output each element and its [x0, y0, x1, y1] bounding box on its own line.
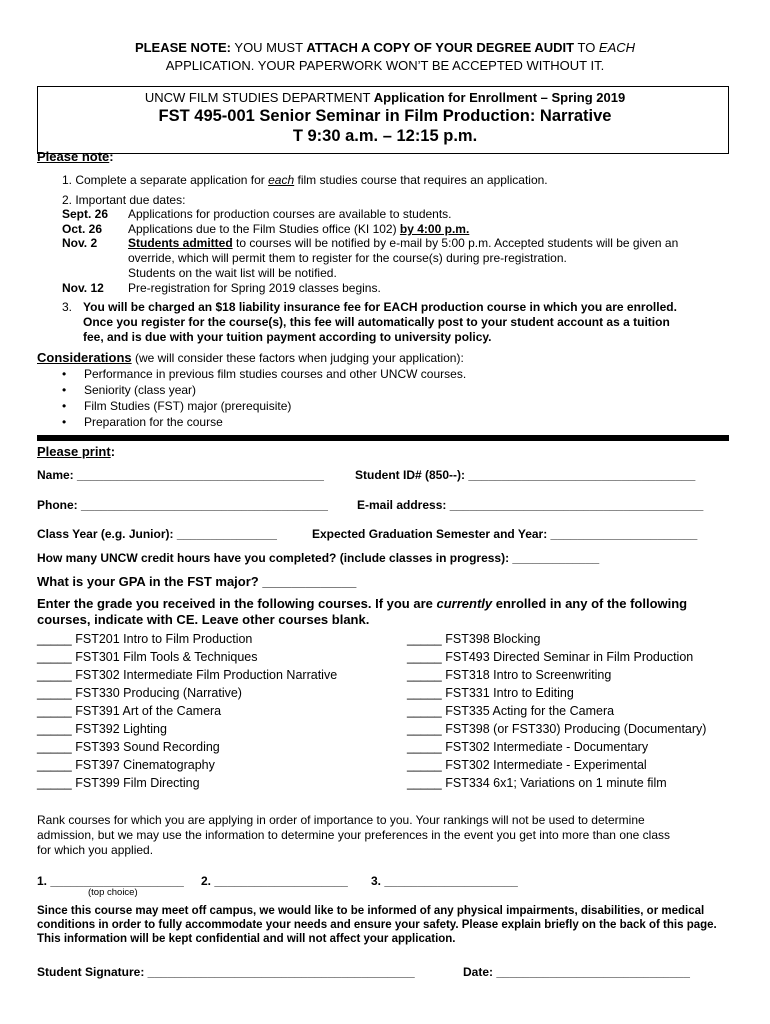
considerations-heading	[37, 349, 464, 367]
note-item-2: 2. Important due dates:	[62, 193, 186, 207]
consideration-text: Film Studies (FST) major (prerequisite)	[84, 399, 292, 413]
campus-note-line: Since this course may meet off campus, we would like to be informed of any physical impairments, disabilities, or medical	[37, 905, 705, 917]
credit-hours-field[interactable]: How many UNCW credit hours have you completed? (include classes in progress): _____________	[37, 551, 600, 565]
bullet-icon: •	[62, 383, 67, 397]
course-grade-row[interactable]: _____ FST331 Intro to Editing	[407, 686, 574, 700]
course-title: FST 495-001 Senior Seminar in Film Production: Narrative	[158, 107, 612, 125]
top-choice-label: (top choice)	[88, 887, 138, 898]
course-time: T 9:30 a.m. – 12:15 p.m.	[292, 127, 478, 145]
course-grade-row[interactable]: _____ FST397 Cinematography	[37, 758, 215, 772]
please-print-label: Please print	[37, 444, 111, 459]
notice-text-1: YOU MUST	[231, 40, 307, 55]
course-grade-row[interactable]: _____ FST318 Intro to Screenwriting	[407, 668, 612, 682]
grades-instr-c: enrolled in any of the following	[492, 596, 688, 611]
note-item-1-a: 1. Complete a separate application for	[62, 173, 269, 187]
course-grade-row[interactable]: _____ FST330 Producing (Narrative)	[37, 686, 242, 700]
phone-field[interactable]: Phone: _____________________________________	[37, 498, 328, 512]
notice-text-2: TO	[574, 40, 599, 55]
students-admitted: Students admitted	[128, 236, 233, 250]
oct26-text: Applications due to the Film Studies office (KI 102)	[128, 222, 400, 236]
please-note-label: Please note	[37, 149, 110, 164]
fee-line-3: fee, and is due with your tuition payment according to university policy.	[83, 330, 492, 344]
consideration-text: Preparation for the course	[84, 415, 223, 429]
nov2-text: to courses will be notified by e-mail by 5:00 p.m. Accepted students will be given an	[232, 236, 679, 250]
date-oct26-text	[128, 222, 469, 236]
course-grade-row[interactable]: _____ FST393 Sound Recording	[37, 740, 220, 754]
course-grade-row[interactable]: _____ FST302 Intermediate - Documentary	[407, 740, 649, 754]
consideration-item	[62, 415, 223, 429]
gpa-field[interactable]: What is your GPA in the FST major? _____________	[37, 574, 357, 589]
notice-emphasis: ATTACH A COPY OF YOUR DEGREE AUDIT	[306, 40, 575, 55]
notice-label: PLEASE NOTE:	[134, 40, 232, 55]
rank-text-line: admission, but we may use the information to determine your preferences in the event you get into more than one class	[37, 828, 671, 842]
note-item-1-c: film studies course that requires an application.	[294, 173, 548, 187]
rank-text-line: for which you applied.	[37, 843, 154, 857]
campus-note-line: This information will be kept confidential and will not affect your application.	[37, 933, 456, 945]
signature-field[interactable]: Student Signature: ________________________________________	[37, 965, 415, 979]
course-grade-row[interactable]: _____ FST493 Directed Seminar in Film Production	[407, 650, 694, 664]
campus-note-line: conditions in order to fully accommodate your needs and ensure your safety. Please explain briefly on the back of this page.	[37, 919, 717, 931]
date-nov12-text: Pre-registration for Spring 2019 classes begins.	[128, 281, 381, 295]
course-grade-row[interactable]: _____ FST302 Intermediate Film Production Narrative	[37, 668, 338, 682]
grades-instr-currently: currently	[436, 596, 493, 611]
consideration-item	[62, 367, 466, 381]
date-oct26: Oct. 26	[62, 222, 103, 236]
course-grade-row[interactable]: _____ FST301 Film Tools & Techniques	[37, 650, 258, 664]
bullet-icon: •	[62, 367, 67, 381]
consideration-text: Seniority (class year)	[84, 383, 197, 397]
date-nov2-text	[128, 236, 678, 250]
bullet-icon: •	[62, 415, 67, 429]
grades-instructions	[37, 596, 687, 611]
consideration-item	[62, 399, 291, 413]
fee-line-2: Once you register for the course(s), this fee will automatically post to your student account as a tuition	[83, 315, 670, 329]
rank-2-field[interactable]: 2. ____________________	[201, 874, 348, 888]
course-grade-row[interactable]: _____ FST398 Blocking	[407, 632, 541, 646]
course-grade-row[interactable]: _____ FST392 Lighting	[37, 722, 167, 736]
consideration-text: Performance in previous film studies courses and other UNCW courses.	[84, 367, 467, 381]
date-nov2: Nov. 2	[62, 236, 98, 250]
application-title	[0, 90, 770, 105]
student-id-field[interactable]: Student ID# (850--): __________________________________	[355, 468, 696, 482]
application-term: Application for Enrollment – Spring 2019	[373, 90, 626, 105]
class-year-field[interactable]: Class Year (e.g. Junior): _______________	[37, 527, 277, 541]
considerations-label: Considerations	[37, 350, 132, 365]
consideration-item	[62, 383, 196, 397]
please-note-colon: :	[109, 149, 114, 164]
degree-audit-notice	[0, 40, 770, 55]
department-name: UNCW FILM STUDIES DEPARTMENT	[144, 90, 374, 105]
course-grade-row[interactable]: _____ FST399 Film Directing	[37, 776, 200, 790]
oct26-deadline: by 4:00 p.m.	[399, 222, 470, 236]
course-grade-row[interactable]: _____ FST391 Art of the Camera	[37, 704, 222, 718]
note-item-1	[62, 173, 548, 187]
nov2-line-2: override, which will permit them to register for the course(s) during pre-registration.	[128, 251, 567, 265]
date-sept26-text: Applications for production courses are available to students.	[128, 207, 452, 221]
nov2-line-3: Students on the wait list will be notified.	[128, 266, 337, 280]
rank-3-field[interactable]: 3. ____________________	[371, 874, 518, 888]
bullet-icon: •	[62, 399, 67, 413]
rank-1-field[interactable]: 1. ____________________	[37, 874, 184, 888]
note-item-3-number: 3.	[62, 300, 73, 314]
please-print-colon: :	[110, 444, 116, 459]
date-nov12: Nov. 12	[62, 281, 104, 295]
grades-instr-a: Enter the grade you received in the following courses. If you are	[37, 596, 437, 611]
rank-text-line: Rank courses for which you are applying in order of importance to you. Your rankings will not be used to determine	[37, 813, 645, 827]
section-divider	[37, 435, 729, 441]
date-sept26: Sept. 26	[62, 207, 109, 221]
course-grade-row[interactable]: _____ FST334 6x1; Variations on 1 minute film	[407, 776, 667, 790]
fee-line-1: You will be charged an $18 liability insurance fee for EACH production course in which you are enrolled.	[83, 300, 677, 314]
course-grade-row[interactable]: _____ FST201 Intro to Film Production	[37, 632, 253, 646]
course-grade-row[interactable]: _____ FST398 (or FST330) Producing (Documentary)	[407, 722, 707, 736]
please-note-heading	[37, 149, 114, 164]
course-grade-row[interactable]: _____ FST335 Acting for the Camera	[407, 704, 615, 718]
graduation-semester-field[interactable]: Expected Graduation Semester and Year: ______________________	[312, 527, 698, 541]
course-grade-row[interactable]: _____ FST302 Intermediate - Experimental	[407, 758, 647, 772]
note-item-1-each: each	[268, 173, 295, 187]
date-field[interactable]: Date: _____________________________	[463, 965, 690, 979]
please-print-heading	[37, 444, 115, 459]
email-field[interactable]: E-mail address: ______________________________________	[357, 498, 704, 512]
considerations-intro: (we will consider these factors when judging your application):	[131, 351, 464, 365]
grades-instructions-2: courses, indicate with CE. Leave other courses blank.	[37, 612, 370, 627]
name-field[interactable]: Name: _____________________________________	[37, 468, 324, 482]
notice-each: EACH	[598, 40, 636, 55]
notice-line-2: APPLICATION. YOUR PAPERWORK WON’T BE ACCEPTED WITHOUT IT.	[165, 58, 605, 73]
